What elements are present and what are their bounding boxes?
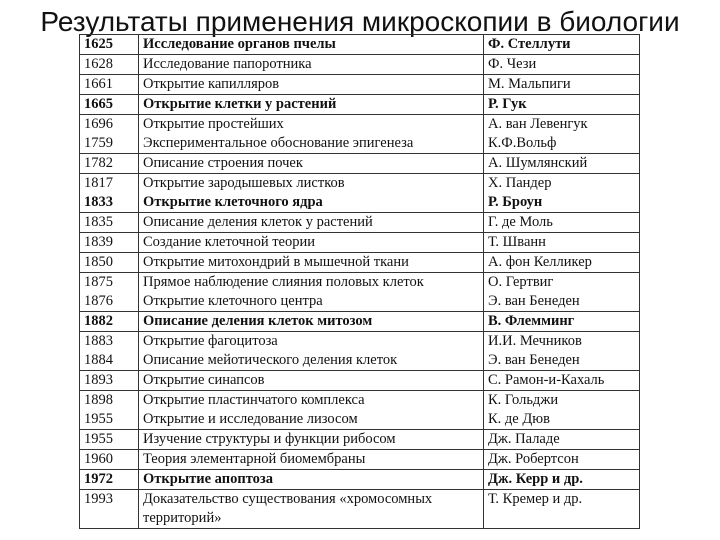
- year-text: 1839: [84, 234, 113, 250]
- author-cell: [484, 253, 640, 273]
- event-text: Открытие митохондрий в мышечной ткани: [143, 254, 409, 270]
- event-cell: [139, 273, 484, 312]
- year-cell: [80, 115, 139, 154]
- year-cell: [80, 450, 139, 470]
- event-text: Открытие синапсов: [143, 372, 265, 388]
- event-text: территорий»: [143, 510, 222, 526]
- year-text: 1875: [84, 274, 113, 290]
- event-cell: [139, 470, 484, 490]
- author-text: Дж. Паладе: [488, 431, 560, 447]
- year-text: 1661: [84, 76, 113, 92]
- event-text: Открытие пластинчатого комплекса: [143, 392, 365, 408]
- author-text: Дж. Робертсон: [488, 451, 579, 467]
- author-text: М. Мальпиги: [488, 76, 571, 92]
- table-row: [80, 371, 640, 391]
- year-text: 1955: [84, 431, 113, 447]
- event-cell: [139, 391, 484, 430]
- year-cell: [80, 273, 139, 312]
- year-text: 1993: [84, 491, 113, 507]
- year-cell: [80, 430, 139, 450]
- event-text: Описание деления клеток у растений: [143, 214, 373, 230]
- author-cell: [484, 95, 640, 115]
- author-cell: [484, 233, 640, 253]
- year-text: 1628: [84, 56, 113, 72]
- year-text: 1893: [84, 372, 113, 388]
- year-text: 1817: [84, 175, 113, 191]
- year-text: 1960: [84, 451, 113, 467]
- author-text: Дж. Керр и др.: [488, 471, 583, 487]
- event-text: Открытие простейших: [143, 116, 284, 132]
- author-text: Т. Шванн: [488, 234, 546, 250]
- year-text: 1665: [84, 96, 113, 112]
- page-title: Результаты применения микроскопии в биологии: [40, 6, 680, 37]
- year-cell: [80, 371, 139, 391]
- event-text: Описание строения почек: [143, 155, 303, 171]
- author-text: В. Флемминг: [488, 313, 575, 329]
- author-cell: [484, 115, 640, 154]
- author-text: О. Гертвиг: [488, 274, 554, 290]
- year-cell: [80, 213, 139, 233]
- event-cell: [139, 312, 484, 332]
- table-row: [80, 490, 640, 529]
- event-cell: [139, 490, 484, 529]
- author-cell: [484, 213, 640, 233]
- author-text: Т. Кремер и др.: [488, 491, 583, 507]
- event-text: Прямое наблюдение слияния половых клеток: [143, 274, 424, 290]
- event-text: Открытие клеточного ядра: [143, 194, 323, 210]
- year-cell: [80, 312, 139, 332]
- year-cell: [80, 391, 139, 430]
- event-cell: [139, 253, 484, 273]
- event-text: Изучение структуры и функции рибосом: [143, 431, 396, 447]
- year-cell: [80, 35, 139, 55]
- year-text: 1850: [84, 254, 113, 270]
- event-cell: [139, 115, 484, 154]
- year-text: 1882: [84, 313, 113, 329]
- event-text: Создание клеточной теории: [143, 234, 315, 250]
- event-text: Открытие апоптоза: [143, 471, 273, 487]
- author-text: А. ван Левенгук: [488, 116, 588, 132]
- table-row: [80, 174, 640, 213]
- table-body: [80, 35, 640, 529]
- author-cell: [484, 391, 640, 430]
- year-text: 1835: [84, 214, 113, 230]
- author-text: Г. де Моль: [488, 214, 553, 230]
- event-cell: [139, 213, 484, 233]
- table-row: [80, 430, 640, 450]
- event-cell: [139, 154, 484, 174]
- author-text: Ф. Стеллути: [488, 36, 571, 52]
- table-row: [80, 332, 640, 371]
- table-row: [80, 75, 640, 95]
- event-cell: [139, 371, 484, 391]
- table-row: [80, 273, 640, 312]
- year-cell: [80, 253, 139, 273]
- year-text: 1625: [84, 36, 113, 52]
- year-cell: [80, 55, 139, 75]
- event-text: Открытие фагоцитоза: [143, 333, 278, 349]
- author-cell: [484, 332, 640, 371]
- year-text: 1884: [84, 352, 113, 368]
- author-cell: [484, 450, 640, 470]
- event-cell: [139, 75, 484, 95]
- event-text: Исследование папоротника: [143, 56, 312, 72]
- table-row: [80, 450, 640, 470]
- table-row: [80, 233, 640, 253]
- author-text: Ф. Чези: [488, 56, 537, 72]
- event-cell: [139, 174, 484, 213]
- author-cell: [484, 174, 640, 213]
- author-text: А. Шумлянский: [488, 155, 588, 171]
- year-text: 1876: [84, 293, 113, 309]
- year-text: 1696: [84, 116, 113, 132]
- year-cell: [80, 75, 139, 95]
- event-cell: [139, 332, 484, 371]
- table-row: [80, 55, 640, 75]
- year-text: 1898: [84, 392, 113, 408]
- event-cell: [139, 95, 484, 115]
- event-cell: [139, 430, 484, 450]
- event-cell: [139, 233, 484, 253]
- table-row: [80, 253, 640, 273]
- year-text: 1833: [84, 194, 113, 210]
- author-text: Р. Гук: [488, 96, 527, 112]
- author-text: С. Рамон-и-Кахаль: [488, 372, 605, 388]
- table-row: [80, 115, 640, 154]
- year-cell: [80, 490, 139, 529]
- author-text: Э. ван Бенеден: [488, 293, 580, 309]
- author-text: И.И. Мечников: [488, 333, 582, 349]
- table-row: [80, 154, 640, 174]
- author-text: А. фон Келликер: [488, 254, 592, 270]
- year-cell: [80, 332, 139, 371]
- year-text: 1972: [84, 471, 113, 487]
- event-text: Открытие капилляров: [143, 76, 280, 92]
- event-text: Доказательство существования «хромосомных: [143, 491, 433, 507]
- event-text: Описание мейотического деления клеток: [143, 352, 398, 368]
- author-cell: [484, 154, 640, 174]
- author-cell: [484, 371, 640, 391]
- event-cell: [139, 35, 484, 55]
- discoveries-table: [79, 34, 640, 529]
- year-text: 1759: [84, 135, 113, 151]
- author-cell: [484, 75, 640, 95]
- event-text: Открытие и исследование лизосом: [143, 411, 358, 427]
- author-cell: [484, 273, 640, 312]
- table-row: [80, 470, 640, 490]
- author-cell: [484, 430, 640, 450]
- event-text: Открытие зародышевых листков: [143, 175, 345, 191]
- year-text: 1883: [84, 333, 113, 349]
- author-text: К.Ф.Вольф: [488, 135, 557, 151]
- table-row: [80, 35, 640, 55]
- author-text: К. де Дюв: [488, 411, 550, 427]
- author-text: Х. Пандер: [488, 175, 552, 191]
- year-cell: [80, 174, 139, 213]
- table-row: [80, 213, 640, 233]
- event-text: Открытие клетки у растений: [143, 96, 337, 112]
- event-text: Исследование органов пчелы: [143, 36, 336, 52]
- year-cell: [80, 95, 139, 115]
- author-text: Э. ван Бенеден: [488, 352, 580, 368]
- author-cell: [484, 55, 640, 75]
- year-text: 1782: [84, 155, 113, 171]
- author-text: К. Гольджи: [488, 392, 559, 408]
- event-text: Описание деления клеток митозом: [143, 313, 373, 329]
- event-cell: [139, 55, 484, 75]
- table-row: [80, 391, 640, 430]
- table-row: [80, 95, 640, 115]
- author-cell: [484, 470, 640, 490]
- author-cell: [484, 312, 640, 332]
- event-text: Открытие клеточного центра: [143, 293, 323, 309]
- event-cell: [139, 450, 484, 470]
- year-cell: [80, 470, 139, 490]
- author-cell: [484, 35, 640, 55]
- author-cell: [484, 490, 640, 529]
- table-row: [80, 312, 640, 332]
- event-text: Теория элементарной биомембраны: [143, 451, 366, 467]
- year-cell: [80, 233, 139, 253]
- year-text: 1955: [84, 411, 113, 427]
- event-text: Экспериментальное обоснование эпигенеза: [143, 135, 414, 151]
- author-text: Р. Броун: [488, 194, 543, 210]
- year-cell: [80, 154, 139, 174]
